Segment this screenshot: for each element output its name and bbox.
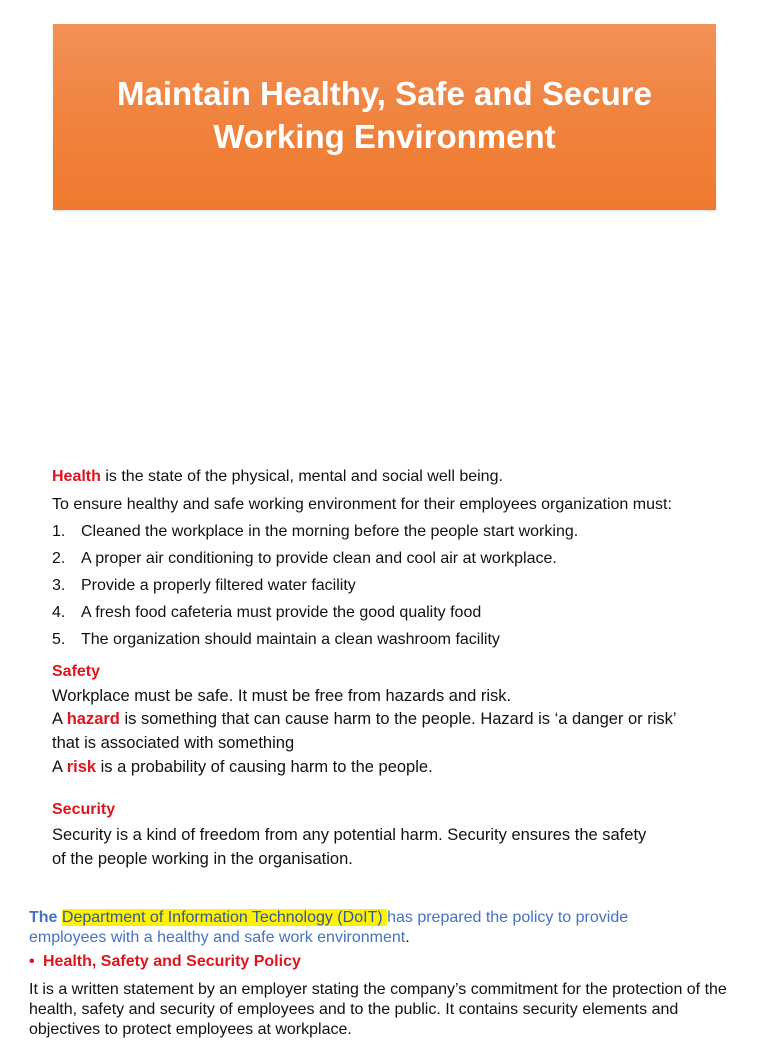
hazard-term: hazard <box>66 710 120 728</box>
safety-heading: Safety <box>52 663 101 680</box>
doit-highlight: Department of Information Technology (DoIT) <box>61 909 388 926</box>
health-intro: To ensure healthy and safe working environment for their employees organization must: <box>52 496 672 513</box>
security-heading: Security <box>52 801 116 818</box>
risk-definition: A risk is a probability of causing harm to the people. <box>52 758 433 776</box>
risk-term: risk <box>66 758 97 776</box>
health-term: Health <box>52 468 101 485</box>
policy-text: It is a written statement by an employer stating the company’s commitment for the protection of the health, safety and security of employees and to the public. It contains security elements and objectives to protect employees at workplace. <box>29 981 727 1038</box>
list-item: 3. Provide a properly filtered water facility <box>52 577 356 594</box>
list-item: 2. A proper air conditioning to provide clean and cool air at workplace. <box>52 550 557 567</box>
list-item: 1. Cleaned the workplace in the morning before the people start working. <box>52 523 579 540</box>
policy-heading: • Health, Safety and Security Policy <box>29 953 301 970</box>
title-banner <box>53 24 716 210</box>
page-title: Maintain Healthy, Safe and Secure Working Environment <box>117 75 652 155</box>
health-definition <box>52 468 742 486</box>
safety-line: Workplace must be safe. It must be free from hazards and risk. <box>52 687 512 705</box>
bullet-icon: • <box>29 953 35 970</box>
security-text: Security is a kind of freedom from any potential harm. Security ensures the safety of the people working in the organisation. <box>52 826 647 868</box>
hazard-definition: A hazard is something that can cause harm to the people. Hazard is ‘a danger or risk’ that is associated with something <box>52 710 676 752</box>
list-item: 4. A fresh food cafeteria must provide the good quality food <box>52 604 482 621</box>
doit-statement: The Department of Information Technology (DoIT) has prepared the policy to provide employees with a healthy and safe work environment. <box>29 909 629 946</box>
health-definition-text: is the state of the physical, mental and social well being. <box>100 468 503 485</box>
list-item: 5. The organization should maintain a clean washroom facility <box>52 631 500 648</box>
